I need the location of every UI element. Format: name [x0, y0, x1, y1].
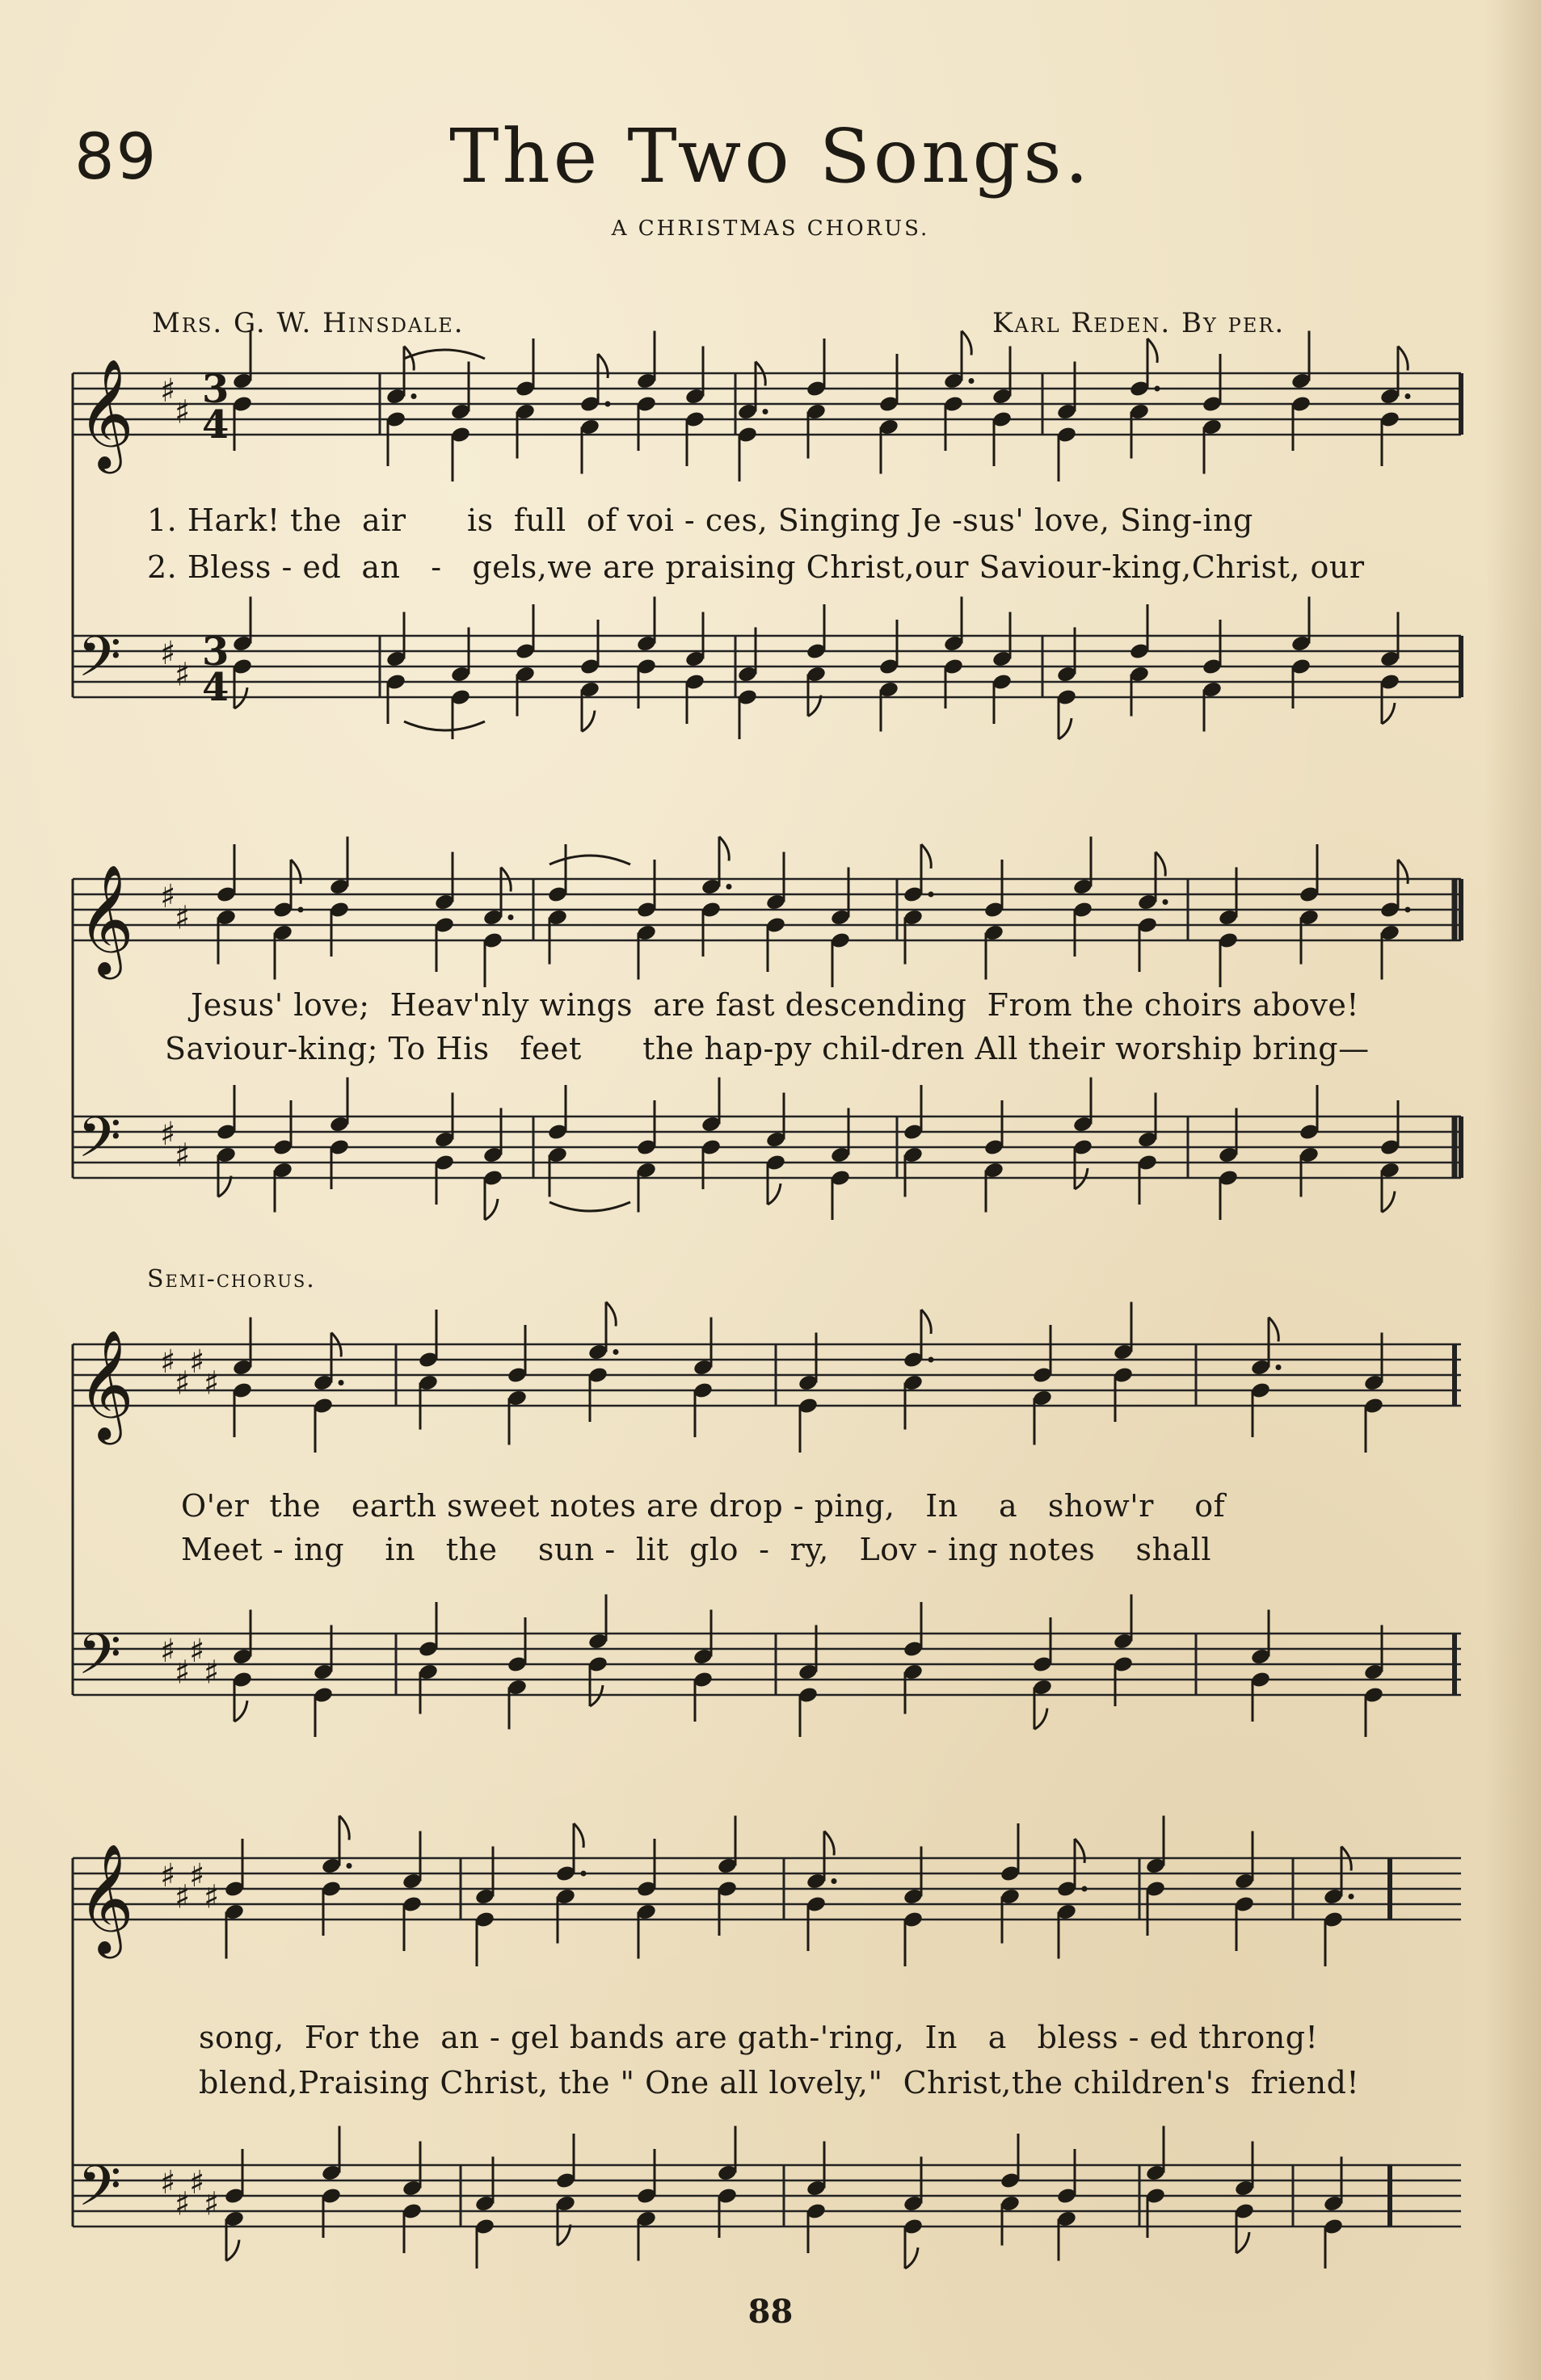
treble-clef-s4: 𝄞 — [78, 1842, 134, 1953]
note-flag-s2-treble-8 — [719, 837, 729, 861]
note-flag-s1-bass-9 — [808, 696, 821, 717]
sharp-sign-s3-bass-2: ♯ — [175, 1654, 191, 1692]
dot-s2-treble-11 — [928, 892, 934, 898]
dot-s1-treble-2 — [411, 393, 417, 399]
sharp-sign-s1-bass-1: ♯ — [160, 634, 176, 672]
sharp-sign-s4-bass-4: ♯ — [204, 2185, 220, 2223]
sharp-sign-s1-bass-2: ♯ — [175, 656, 191, 694]
bass-clef-s3: 𝄢 — [78, 1621, 122, 1701]
dot-s2-treble-2 — [298, 907, 304, 913]
note-flag-s1-bass-5 — [582, 711, 595, 732]
hymn-title: The Two Songs. — [449, 113, 1092, 200]
bass-clef-s1: 𝄢 — [78, 624, 122, 703]
bass-clef-s2: 𝄢 — [78, 1104, 122, 1184]
dot-s4-treble-5 — [581, 1871, 587, 1877]
note-flag-s2-bass-9 — [768, 1184, 781, 1205]
sharp-sign-s1-treble-2: ♯ — [175, 393, 191, 431]
note-flag-s3-treble-5 — [606, 1302, 616, 1327]
lyric-system4-verse1: song, For the an - gel bands are gath-'ring, In a bless - ed throng! — [199, 2020, 1319, 2055]
hymn-number: 89 — [74, 121, 158, 194]
sharp-sign-s4-treble-1: ♯ — [160, 1856, 176, 1894]
note-flag-s4-bass-5 — [558, 2225, 571, 2246]
sharp-sign-s3-bass-1: ♯ — [160, 1632, 176, 1670]
lyric-system2-verse2: Saviour-king; To His feet the hap-py chil-dren All their worship bring— — [165, 1031, 1370, 1066]
note-flag-s4-treble-11 — [1075, 1839, 1084, 1863]
slur-s2-bass — [549, 1202, 630, 1211]
sharp-sign-s4-bass-3: ♯ — [189, 2163, 205, 2201]
sharp-sign-s2-bass-1: ♯ — [160, 1115, 176, 1153]
sharp-sign-s3-treble-2: ♯ — [175, 1365, 191, 1402]
note-flag-s4-bass-9 — [905, 2248, 918, 2269]
time-signature-bottom-bass: 4 — [202, 665, 229, 710]
lyric-system1-verse1: 1. Hark! the air is full of voi - ces, Singing Je -sus' love, Sing-ing — [147, 502, 1253, 538]
sharp-sign-s2-bass-2: ♯ — [175, 1137, 191, 1175]
dot-s2-treble-8 — [726, 884, 732, 889]
section-label: Semi-chorus. — [147, 1265, 316, 1293]
dot-s1-treble-11 — [969, 378, 975, 384]
note-flag-s2-treble-2 — [291, 860, 301, 884]
slur-s1-bass — [404, 721, 485, 730]
note-flag-s2-treble-11 — [921, 844, 931, 868]
dot-s3-treble-5 — [613, 1349, 619, 1355]
note-flag-s2-treble-17 — [1398, 860, 1408, 884]
sharp-sign-s3-treble-4: ♯ — [204, 1365, 220, 1402]
slur-s2-treble — [549, 856, 630, 864]
note-flag-s4-treble-2 — [339, 1816, 349, 1840]
treble-clef-s2: 𝄞 — [78, 863, 134, 974]
dot-s3-treble-8 — [928, 1357, 934, 1363]
note-flag-s3-treble-11 — [1269, 1318, 1278, 1342]
dot-s4-treble-2 — [347, 1863, 352, 1869]
dot-s1-treble-17 — [1405, 393, 1411, 399]
note-flag-s4-bass-1 — [226, 2240, 239, 2261]
sharp-sign-s3-bass-3: ♯ — [189, 1632, 205, 1670]
dot-s1-treble-14 — [1155, 386, 1160, 392]
note-flag-s3-treble-8 — [921, 1310, 931, 1334]
lyricist-credit: Mrs. G. W. Hinsdale. — [152, 307, 465, 339]
lyric-system1-verse2: 2. Bless - ed an - gels,we are praising Christ,our Saviour-king,Christ, our — [147, 549, 1365, 585]
dot-s2-treble-5 — [508, 915, 514, 920]
dot-s4-treble-14 — [1349, 1894, 1354, 1899]
treble-clef-s1: 𝄞 — [78, 357, 134, 469]
note-flag-s4-treble-5 — [574, 1823, 583, 1848]
lyric-system3-verse2: Meet - ing in the sun - lit glo - ry, Lov - ing notes shall — [181, 1532, 1211, 1567]
hymn-subtitle: A CHRISTMAS CHORUS. — [611, 217, 930, 241]
sharp-sign-s3-treble-3: ♯ — [189, 1343, 205, 1381]
time-signature-bottom-treble: 4 — [202, 402, 229, 448]
note-flag-s3-bass-9 — [1034, 1709, 1047, 1730]
sharp-sign-s4-bass-1: ♯ — [160, 2163, 176, 2201]
dot-s2-treble-17 — [1405, 907, 1411, 913]
note-flag-s2-bass-5 — [485, 1199, 498, 1220]
lyric-system2-verse1: Jesus' love; Heav'nly wings are fast descending From the choirs above! — [191, 987, 1360, 1023]
time-signature-top-treble: 3 — [202, 367, 229, 412]
note-flag-s4-bass-13 — [1236, 2232, 1249, 2253]
dot-s1-treble-8 — [763, 409, 768, 414]
sharp-sign-s3-bass-4: ♯ — [204, 1654, 220, 1692]
note-flag-s1-treble-5 — [598, 354, 608, 378]
sharp-sign-s4-treble-2: ♯ — [175, 1878, 191, 1916]
sharp-sign-s2-treble-1: ♯ — [160, 877, 176, 915]
note-flag-s2-treble-14 — [1156, 852, 1165, 877]
note-flag-s1-bass-17 — [1382, 703, 1395, 724]
dot-s2-treble-14 — [1163, 899, 1168, 905]
bass-clef-s4: 𝄢 — [78, 2153, 122, 2232]
sharp-sign-s4-treble-3: ♯ — [189, 1856, 205, 1894]
dot-s3-treble-2 — [339, 1380, 344, 1386]
sharp-sign-s4-treble-4: ♯ — [204, 1878, 220, 1916]
sharp-sign-s4-bass-2: ♯ — [175, 2185, 191, 2223]
sharp-sign-s2-treble-2: ♯ — [175, 899, 191, 937]
dot-s4-treble-11 — [1082, 1886, 1088, 1892]
note-flag-s1-treble-11 — [962, 331, 971, 355]
note-flag-s2-bass-1 — [218, 1176, 231, 1197]
note-flag-s2-bass-17 — [1382, 1192, 1395, 1213]
slur-s1-treble — [404, 350, 485, 359]
dot-s4-treble-8 — [832, 1878, 837, 1884]
sharp-sign-s1-treble-1: ♯ — [160, 372, 176, 410]
dot-s1-treble-5 — [605, 402, 611, 407]
dot-s3-treble-11 — [1276, 1365, 1282, 1370]
page-number: 88 — [747, 2293, 794, 2331]
note-flag-s1-treble-17 — [1398, 347, 1408, 371]
sharp-sign-s3-treble-1: ♯ — [160, 1343, 176, 1381]
note-flag-s3-bass-1 — [234, 1701, 247, 1722]
time-signature-top-bass: 3 — [202, 629, 229, 675]
lyric-system3-verse1: O'er the earth sweet notes are drop - ping, In a show'r of — [181, 1488, 1226, 1524]
note-flag-s1-bass-13 — [1059, 718, 1072, 739]
lyric-system4-verse2: blend,Praising Christ, the " One all lovely," Christ,the children's friend! — [199, 2065, 1360, 2100]
note-flag-s4-treble-8 — [824, 1831, 834, 1856]
note-flag-s1-treble-14 — [1147, 338, 1157, 363]
treble-clef-s3: 𝄞 — [78, 1328, 134, 1440]
composer-credit: Karl Reden. By per. — [992, 307, 1286, 339]
